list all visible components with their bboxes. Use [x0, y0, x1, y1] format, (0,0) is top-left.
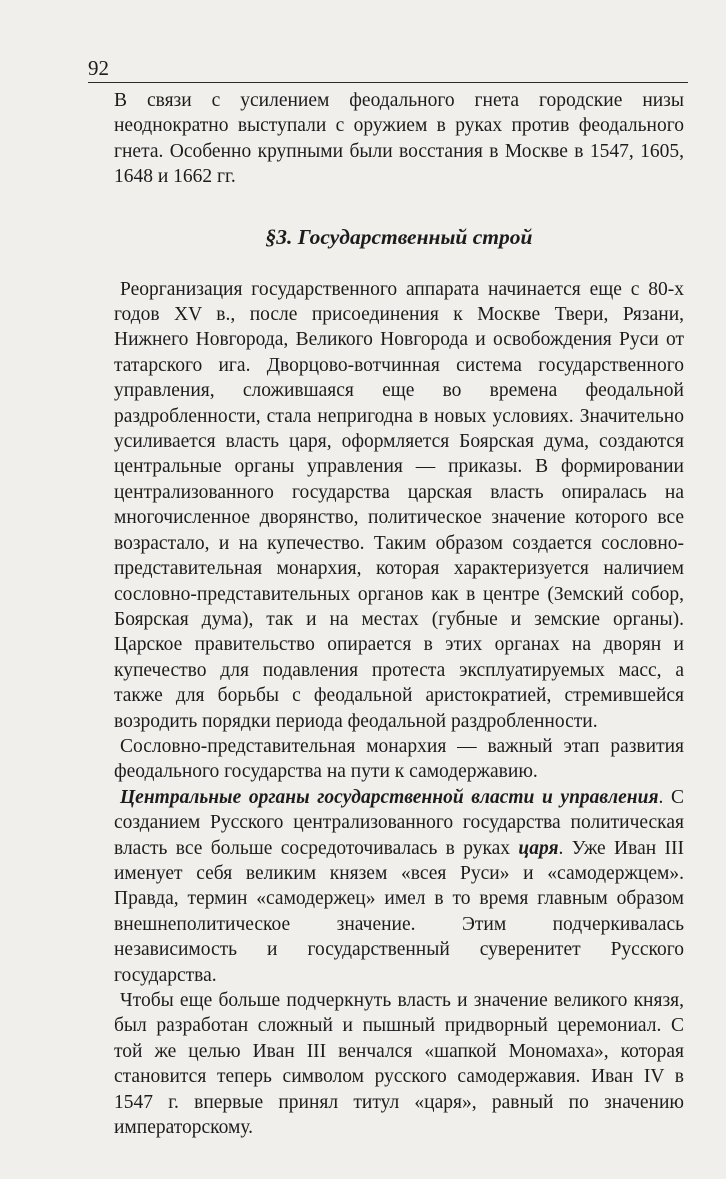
paragraph-reorganization: Реорганизация государственного аппарата начинается еще с 80-х годов XV в., после присоединения к Москве Твери, Рязани, Нижнего Новгорода, Великого Новгорода и освобождения Руси от татарского ига. Дворцово-вотчинная система государственного управления, сложившаяся еще во времена феодальной раздробленности, стала непригодна в новых условиях. Значительно усиливается власть царя, оформляется Боярская дума, создаются центральные органы управления — приказы. В формировании централизованного государства царская власть опиралась на многочисленное дворянство, политическое значение которого все возрастало, и на купечество. Таким образом создается сословно-представительная монархия, которая характеризуется наличием сословно-представительных органов как в центре (Земский собор, Боярская дума), так и на местах (губные и земские органы). Царское правительство опирается в этих органах на дворян и купечество для подавления протеста эксплуатируемых масс, а также для борьбы с феодальной аристократией, стремившейся возродить порядки периода феодальной раздробленности. [114, 278, 684, 732]
paragraph-central-organs-text-2: . Уже Иван III именует себя великим князем «всея Руси» и «самодержцем». Правда, термин «самодержец» имел в то время главным образом внешнеполитическое значение. Этим подчеркивалась независимость и государственный суверенитет Русского государства. [114, 837, 684, 986]
subheading-central-organs: Центральные органы государственной власти и управления [120, 786, 659, 808]
intro-paragraph: В связи с усилением феодального гнета городские низы неоднократно выступали с оружием в руках против феодального гнета. Особенно крупными были восстания в Москве в 1547, 1605, 1648 и 1662 гг. [114, 90, 684, 188]
paragraph-estate-monarchy: Сословно-представительная монархия — важный этап развития феодального государства на пути к самодержавию. [114, 735, 684, 783]
paragraph-central-organs-text-1: . С созданием Русского централизованного государства политическая власть все больше сосредоточивалась в руках [114, 786, 684, 859]
section-heading: §3. Государственный строй [265, 224, 533, 249]
paragraph-ceremonial: Чтобы еще больше подчеркнуть власть и значение великого князя, был разработан сложный и пышный придворный церемониал. С той же целью Иван III венчался «шапкой Мономаха», которая становится теперь символом русского самодержавия. Иван IV в 1547 г. впервые принял титул «царя», равный по значению императорскому. [114, 990, 684, 1139]
paragraph-central-organs [114, 785, 684, 988]
header-rule [88, 82, 688, 83]
emphasis-tsar: царя [518, 837, 559, 859]
page-body [114, 88, 684, 1140]
page-number: 92 [88, 56, 109, 80]
